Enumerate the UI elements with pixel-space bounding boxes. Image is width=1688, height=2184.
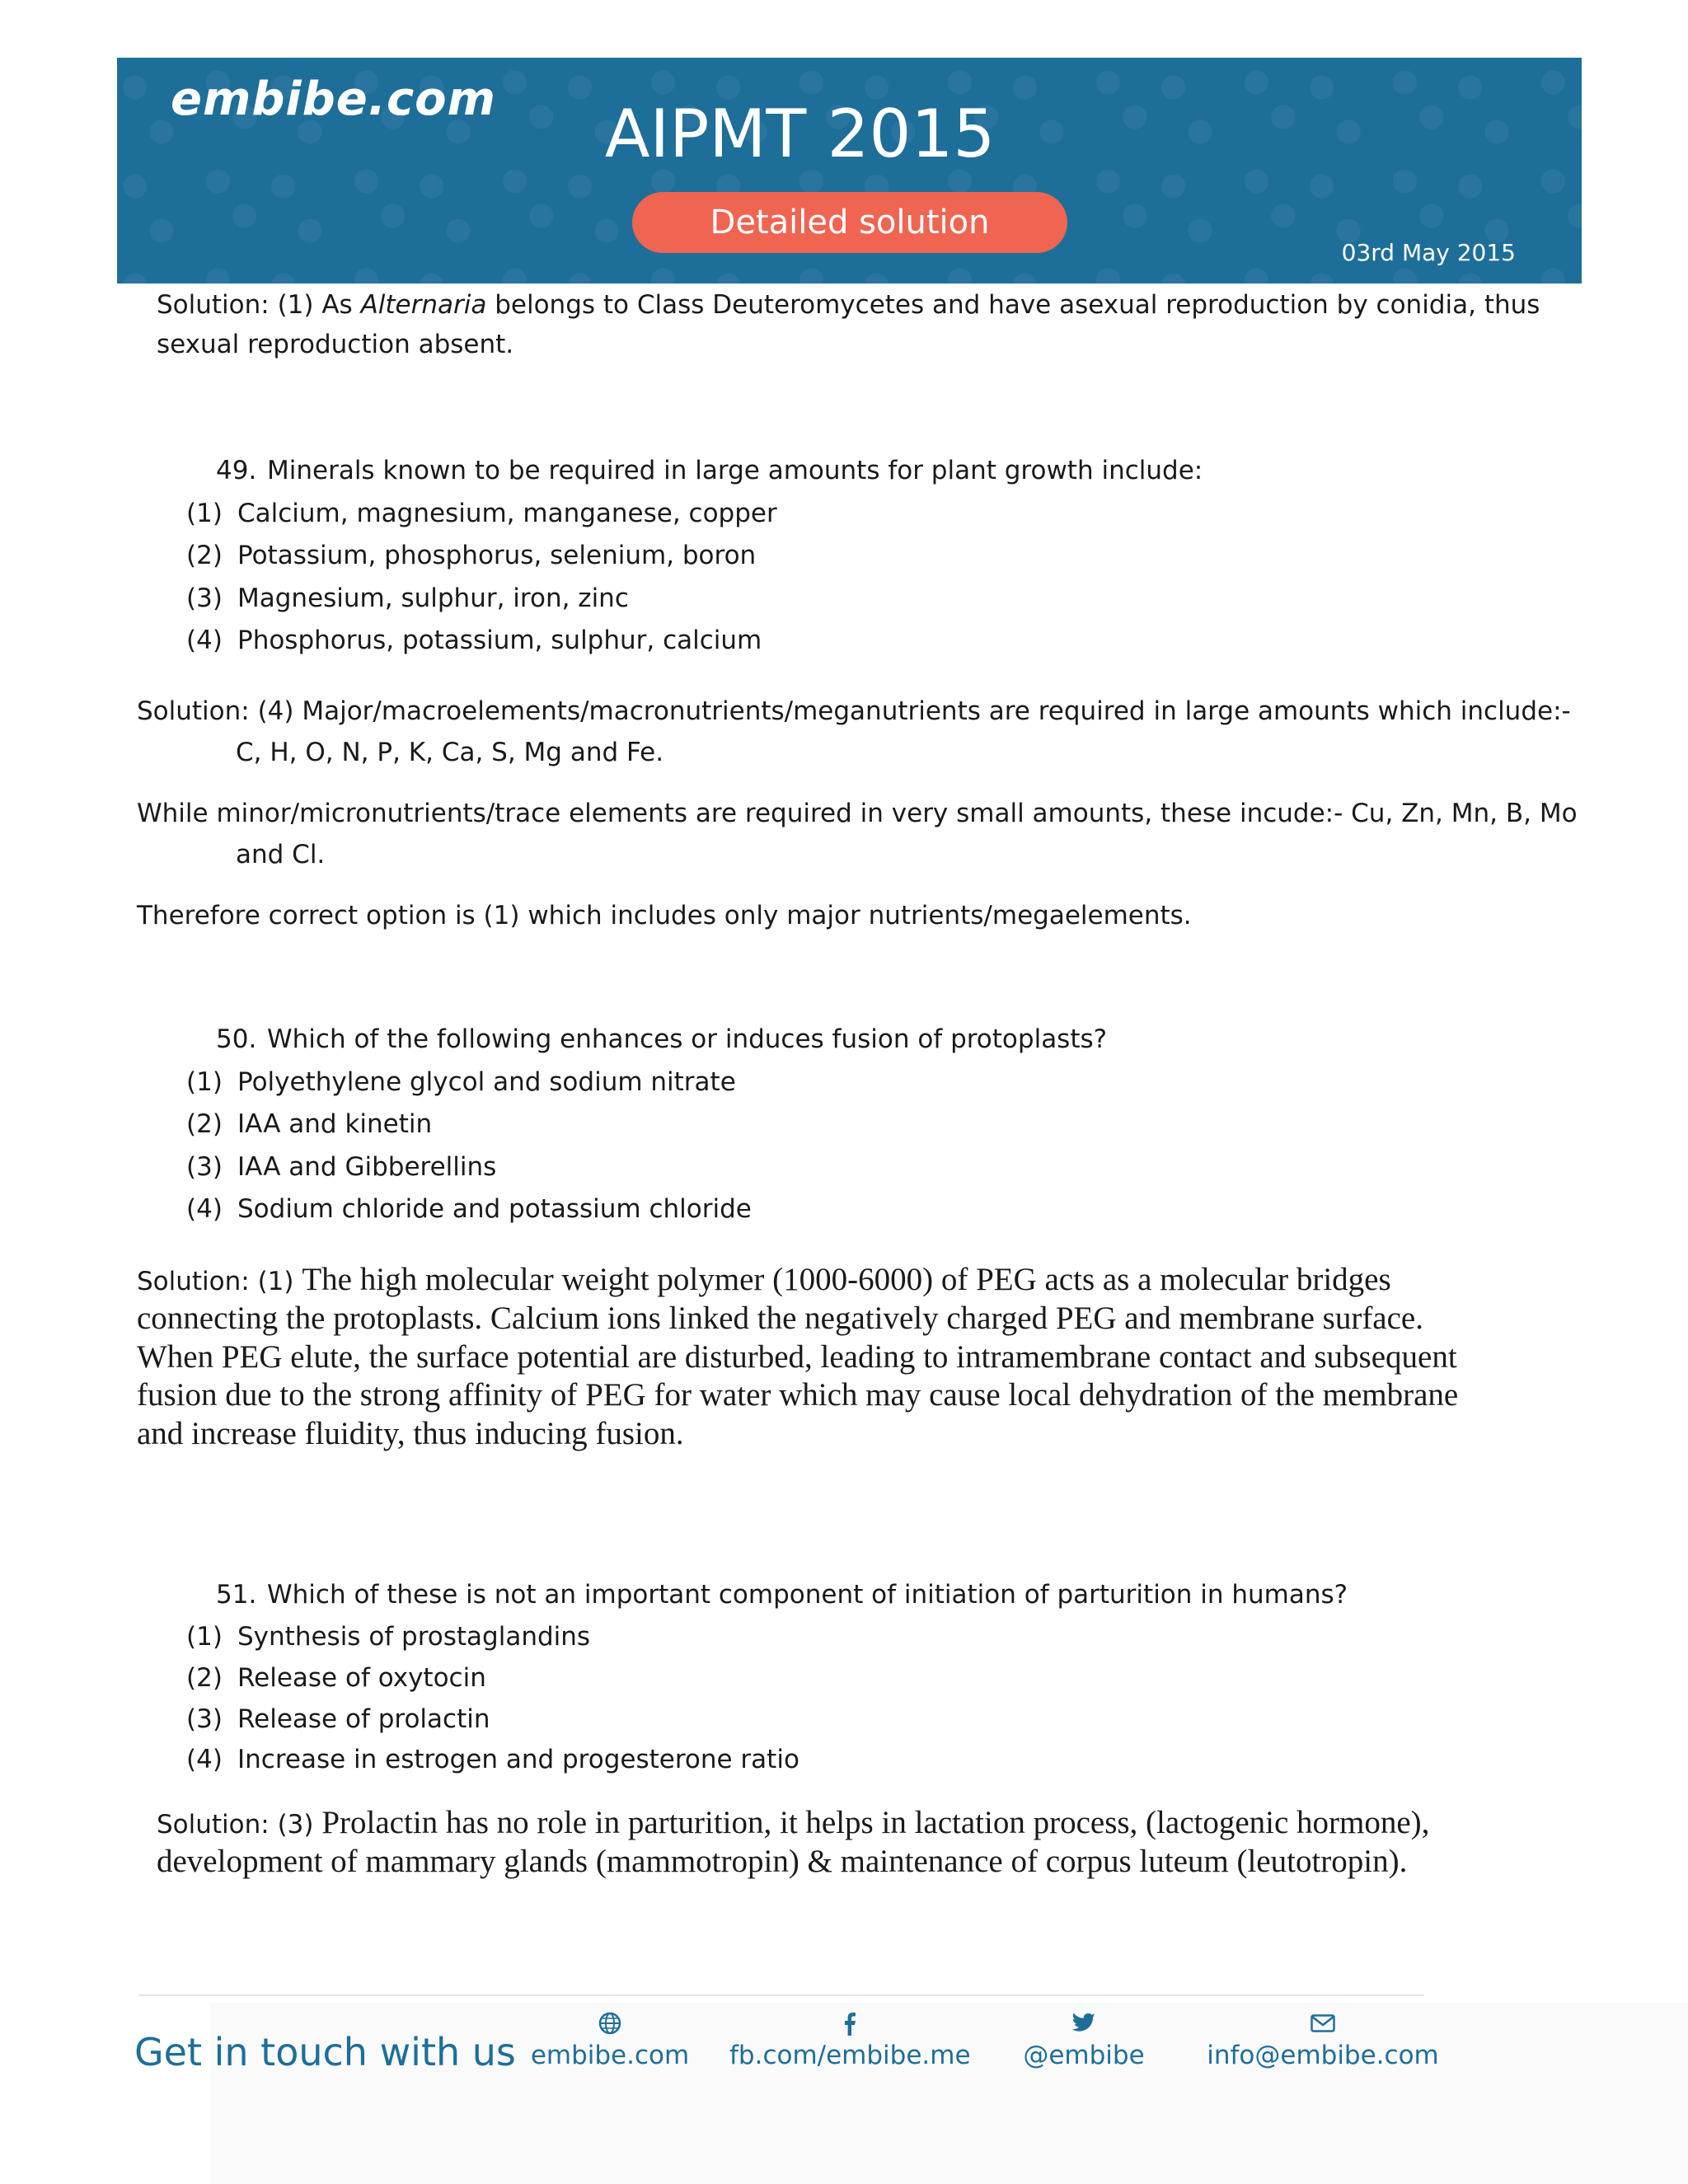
- get-in-touch-heading: Get in touch with us: [134, 2030, 516, 2074]
- contact-website-label: embibe.com: [530, 2041, 690, 2070]
- q49-option-1: [186, 497, 777, 530]
- q49-option-3-text: Magnesium, sulphur, iron, zinc: [237, 583, 629, 613]
- q50-solution-text-1: The high molecular weight polymer (1000-6000) of PEG acts as a molecular bridges: [302, 1262, 1391, 1297]
- header-banner: [117, 58, 1582, 284]
- q51-solution-line2: development of mammary glands (mammotropin) & maintenance of corpus luteum (leutotropin).: [157, 1844, 1408, 1879]
- q49-option-4-num: (4): [186, 626, 223, 655]
- q50-number: 50.: [216, 1024, 257, 1054]
- contact-facebook-link[interactable]: [729, 2004, 971, 2070]
- q51-option-4-num: (4): [186, 1745, 223, 1774]
- q50-option-2-num: (2): [186, 1109, 223, 1139]
- q50-question-text: Which of the following enhances or induces fusion of protoplasts?: [267, 1024, 1108, 1054]
- q51-option-3-num: (3): [186, 1704, 223, 1734]
- q50-option-1: [186, 1066, 736, 1099]
- q50-option-4-text: Sodium chloride and potassium chloride: [237, 1194, 752, 1224]
- q51-solution-line1: [157, 1804, 1429, 1844]
- q49-option-1-num: (1): [186, 499, 223, 528]
- q50-option-4: [186, 1193, 752, 1226]
- mail-icon: [1199, 2004, 1447, 2041]
- q50-solution-line2: connecting the protoplasts. Calcium ions linked the negatively charged PEG and membrane surface.: [137, 1301, 1423, 1336]
- q50-option-2: [186, 1108, 432, 1141]
- q50-option-1-num: (1): [186, 1067, 223, 1097]
- q49-solution-line5: Therefore correct option is (1) which includes only major nutrients/megaelements.: [137, 901, 1192, 930]
- q51-option-3: [186, 1703, 490, 1736]
- q49-question-text: Minerals known to be required in large amounts for plant growth include:: [267, 456, 1203, 485]
- contact-email-label: info@embibe.com: [1207, 2041, 1439, 2070]
- contact-email-link[interactable]: [1199, 2004, 1447, 2070]
- q49-solution-line2: C, H, O, N, P, K, Ca, S, Mg and Fe.: [236, 738, 664, 767]
- footer-divider: [138, 1994, 1424, 1996]
- q49-option-4: [186, 624, 762, 657]
- exam-title: [117, 96, 1582, 172]
- q49-option-1-text: Calcium, magnesium, manganese, copper: [237, 499, 777, 528]
- q51-solution-label: Solution: (3): [157, 1810, 322, 1840]
- q50-option-2-text: IAA and kinetin: [237, 1109, 433, 1139]
- contact-website-link[interactable]: [528, 2004, 692, 2070]
- contact-twitter-link[interactable]: [1014, 2004, 1154, 2070]
- q51-option-1-num: (1): [186, 1622, 223, 1652]
- q49-solution-line1: Solution: (4) Major/macroelements/macronutrients/meganutrients are required in large amounts which include:-: [137, 696, 1571, 726]
- q50-solution-line5: and increase fluidity, thus inducing fusion.: [137, 1416, 684, 1451]
- sol48-line2: sexual reproduction absent.: [157, 330, 514, 359]
- q50-question: [216, 1023, 1107, 1056]
- exam-date: 03rd May 2015: [1341, 239, 1516, 266]
- q50-solution-line3: When PEG elute, the surface potential are disturbed, leading to intramembrane contact and subsequent: [137, 1339, 1457, 1375]
- sol48-line1: [157, 288, 1540, 321]
- q49-solution-line3: While minor/micronutrients/trace elements are required in very small amounts, these incude:- Cu, Zn, Mn, B, Mo: [137, 799, 1578, 828]
- q50-option-3: [186, 1151, 496, 1183]
- detailed-solution-badge: Detailed solution: [632, 192, 1067, 253]
- q50-option-3-text: IAA and Gibberellins: [237, 1152, 497, 1182]
- q51-option-2-num: (2): [186, 1663, 223, 1693]
- q50-solution-label: Solution: (1): [137, 1267, 302, 1296]
- globe-icon: [528, 2004, 692, 2041]
- q51-number: 51.: [216, 1580, 257, 1610]
- q49-option-2: [186, 539, 756, 572]
- q49-option-3: [186, 582, 629, 615]
- q49-option-4-text: Phosphorus, potassium, sulphur, calcium: [237, 626, 762, 655]
- q50-option-3-num: (3): [186, 1152, 223, 1182]
- sol48-prefix: Solution: (1) As: [157, 290, 361, 320]
- q49-option-3-num: (3): [186, 583, 223, 613]
- q51-solution-text-1: Prolactin has no role in parturition, it helps in lactation process, (lactogenic hormone),: [321, 1805, 1430, 1840]
- facebook-icon: [729, 2004, 968, 2041]
- q51-option-1-text: Synthesis of prostaglandins: [237, 1622, 591, 1652]
- q51-question: [216, 1578, 1348, 1611]
- exam-title-text: AIPMT 2015: [604, 96, 996, 172]
- contact-twitter-label: @embibe: [1023, 2041, 1145, 2070]
- q49-number: 49.: [216, 456, 257, 485]
- q51-option-2-text: Release of oxytocin: [237, 1663, 486, 1693]
- q49-solution-line4: and Cl.: [236, 840, 326, 869]
- q49-option-2-num: (2): [186, 541, 223, 570]
- q49-question: [216, 454, 1203, 487]
- sol48-rest: belongs to Class Deuteromycetes and have asexual reproduction by conidia, thus: [486, 290, 1540, 320]
- q51-option-3-text: Release of prolactin: [237, 1704, 490, 1734]
- twitter-icon: [1014, 2004, 1154, 2041]
- q51-option-1: [186, 1620, 590, 1653]
- q51-option-4-text: Increase in estrogen and progesterone ratio: [237, 1745, 799, 1774]
- sol48-italic-term: Alternaria: [360, 290, 487, 320]
- q49-option-2-text: Potassium, phosphorus, selenium, boron: [237, 541, 757, 570]
- q50-option-1-text: Polyethylene glycol and sodium nitrate: [237, 1067, 736, 1097]
- q51-question-text: Which of these is not an important component of initiation of parturition in humans?: [267, 1580, 1348, 1610]
- contact-facebook-label: fb.com/embibe.me: [729, 2041, 971, 2070]
- q51-option-2: [186, 1661, 486, 1694]
- q51-option-4: [186, 1743, 799, 1776]
- q50-solution-line1: [137, 1261, 1391, 1301]
- brand-logo: embibe.com: [171, 73, 496, 126]
- q50-solution-line4: fusion due to the strong affinity of PEG for water which may cause local dehydration of the membrane: [137, 1377, 1459, 1413]
- q50-option-4-num: (4): [186, 1194, 223, 1224]
